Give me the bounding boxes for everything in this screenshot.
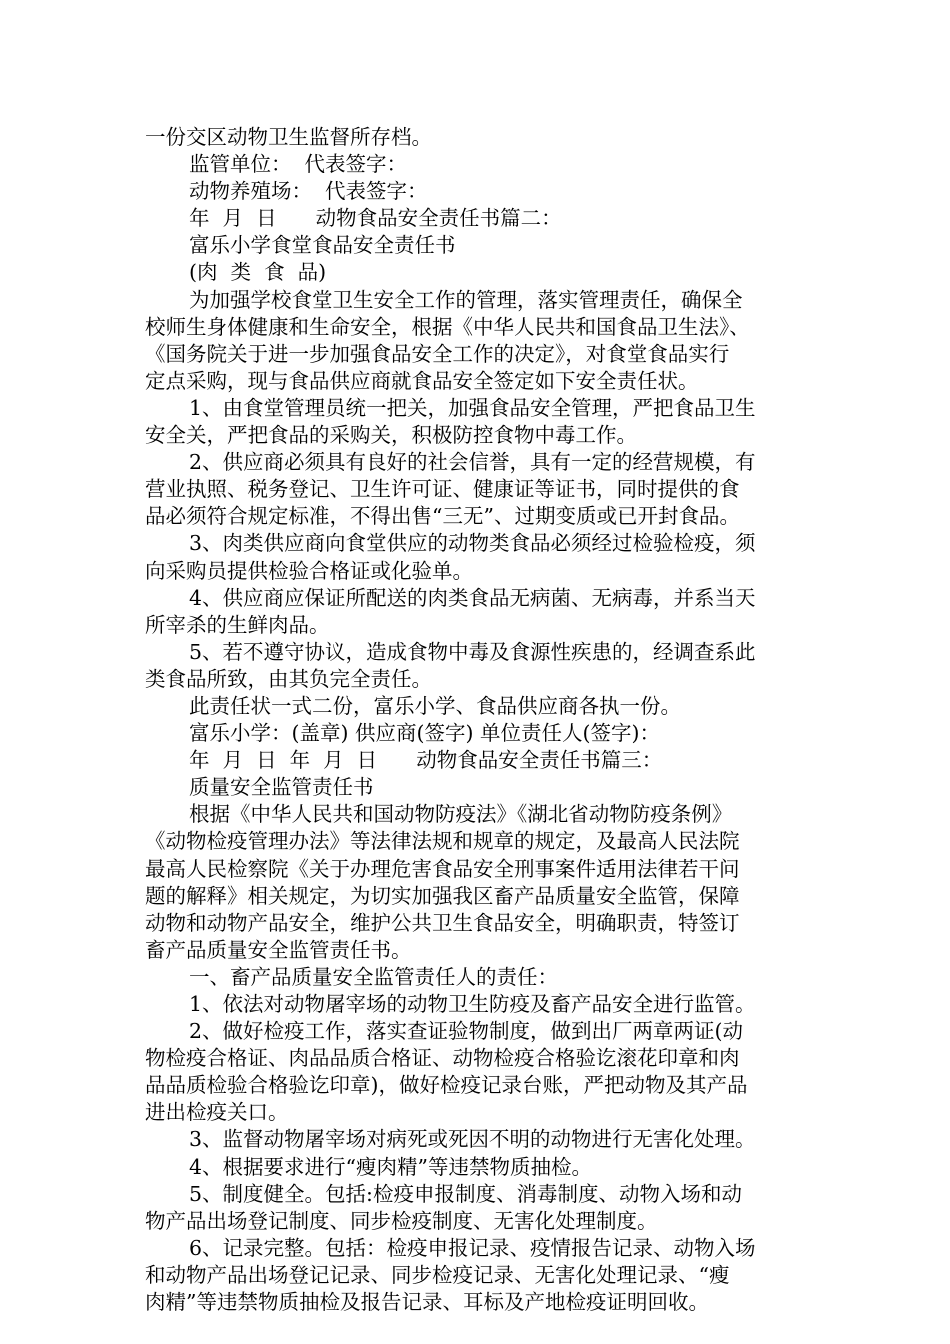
text-line: 《动物检疫管理办法》等法律法规和规章的规定，及最高人民法院 xyxy=(145,829,740,854)
text-line: 2、做好检疫工作，落实查证验物制度，做到出厂两章两证(动 xyxy=(189,1019,744,1044)
text-line: 最高人民检察院《关于办理危害食品安全刑事案件适用法律若干问 xyxy=(145,856,740,881)
text-line: 3、肉类供应商向食堂供应的动物类食品必须经过检验检疫，须 xyxy=(189,531,756,556)
text-line: 和动物产品出场登记记录、同步检疫记录、无害化处理记录、“瘦 xyxy=(145,1262,730,1287)
text-line: 《国务院关于进一步加强食品安全工作的决定》，对食堂食品实行 xyxy=(145,341,730,366)
text-line: 肉精”等违禁物质抽检及报告记录、耳标及产地检疫证明回收。 xyxy=(145,1290,709,1315)
text-line: 校师生身体健康和生命安全，根据《中华人民共和国食品卫生法》、 xyxy=(145,314,750,339)
text-line: 所宰杀的生鲜肉品。 xyxy=(145,612,330,637)
text-line: 富乐小学：(盖章) 供应商(签字) 单位责任人(签字)： xyxy=(189,721,661,746)
text-line: 向采购员提供检验合格证或化验单。 xyxy=(145,558,473,583)
text-line: 类食品所致，由其负完全责任。 xyxy=(145,666,432,691)
text-line: 一份交区动物卫生监督所存档。 xyxy=(145,125,432,149)
text-line: 年 月 日 年 月 日 动物食品安全责任书篇三： xyxy=(189,748,663,773)
text-line: 营业执照、税务登记、卫生许可证、健康证等证书，同时提供的食 xyxy=(145,477,740,502)
text-line: 1、由食堂管理员统一把关，加强食品安全管理，严把食品卫生 xyxy=(189,395,756,420)
text-line: 此责任状一式二份，富乐小学、食品供应商各执一份。 xyxy=(189,693,681,718)
text-line: (肉 类 食 品) xyxy=(189,260,327,285)
text-line: 1、依法对动物屠宰场的动物卫生防疫及畜产品安全进行监管。 xyxy=(189,992,756,1016)
text-line: 畜产品质量安全监管责任书。 xyxy=(145,937,412,962)
text-line: 5、制度健全。包括:检疫申报制度、消毒制度、动物入场和动 xyxy=(189,1181,742,1206)
text-line: 5、若不遵守协议，造成食物中毒及食源性疾患的，经调查系此 xyxy=(189,639,756,664)
text-line: 题的解释》相关规定，为切实加强我区畜产品质量安全监管，保障 xyxy=(145,883,740,908)
text-line: 动物和动物产品安全，维护公共卫生食品安全，明确职责，特签订 xyxy=(145,910,740,935)
text-line: 物产品出场登记制度、同步检疫制度、无害化处理制度。 xyxy=(145,1208,658,1233)
text-line: 3、监督动物屠宰场对病死或死因不明的动物进行无害化处理。 xyxy=(189,1127,756,1152)
text-line: 质量安全监管责任书 xyxy=(189,775,374,800)
text-line: 监管单位： 代表签字： xyxy=(189,152,408,177)
text-line: 根据《中华人民共和国动物防疫法》《湖北省动物防疫条例》 xyxy=(189,802,733,827)
text-line: 6、记录完整。包括：检疫申报记录、疫情报告记录、动物入场 xyxy=(189,1235,756,1260)
text-line: 一、畜产品质量安全监管责任人的责任： xyxy=(189,964,558,989)
text-line: 定点采购，现与食品供应商就食品安全签定如下安全责任状。 xyxy=(145,368,699,393)
text-line: 进出检疫关口。 xyxy=(145,1100,289,1125)
document-body xyxy=(145,124,817,1316)
text-line: 年 月 日 动物食品安全责任书篇二： xyxy=(189,206,562,231)
text-line: 2、供应商必须具有良好的社会信誉，具有一定的经营规模，有 xyxy=(189,450,756,475)
text-line: 品品质检验合格验讫印章)，做好检疫记录台账，严把动物及其产品 xyxy=(145,1073,748,1098)
text-line: 4、根据要求进行“瘦肉精”等违禁物质抽检。 xyxy=(189,1154,593,1179)
text-line: 物检疫合格证、肉品品质合格证、动物检疫合格验讫滚花印章和肉 xyxy=(145,1046,740,1071)
text-line: 品必须符合规定标准，不得出售“三无”、过期变质或已开封食品。 xyxy=(145,504,740,529)
text-line: 安全关，严把食品的采购关，积极防控食物中毒工作。 xyxy=(145,423,637,448)
text-line: 为加强学校食堂卫生安全工作的管理，落实管理责任，确保全 xyxy=(189,287,743,312)
text-line: 富乐小学食堂食品安全责任书 xyxy=(189,233,456,258)
text-line: 动物养殖场： 代表签字： xyxy=(189,179,428,204)
text-line: 4、供应商应保证所配送的肉类食品无病菌、无病毒，并系当天 xyxy=(189,585,756,610)
